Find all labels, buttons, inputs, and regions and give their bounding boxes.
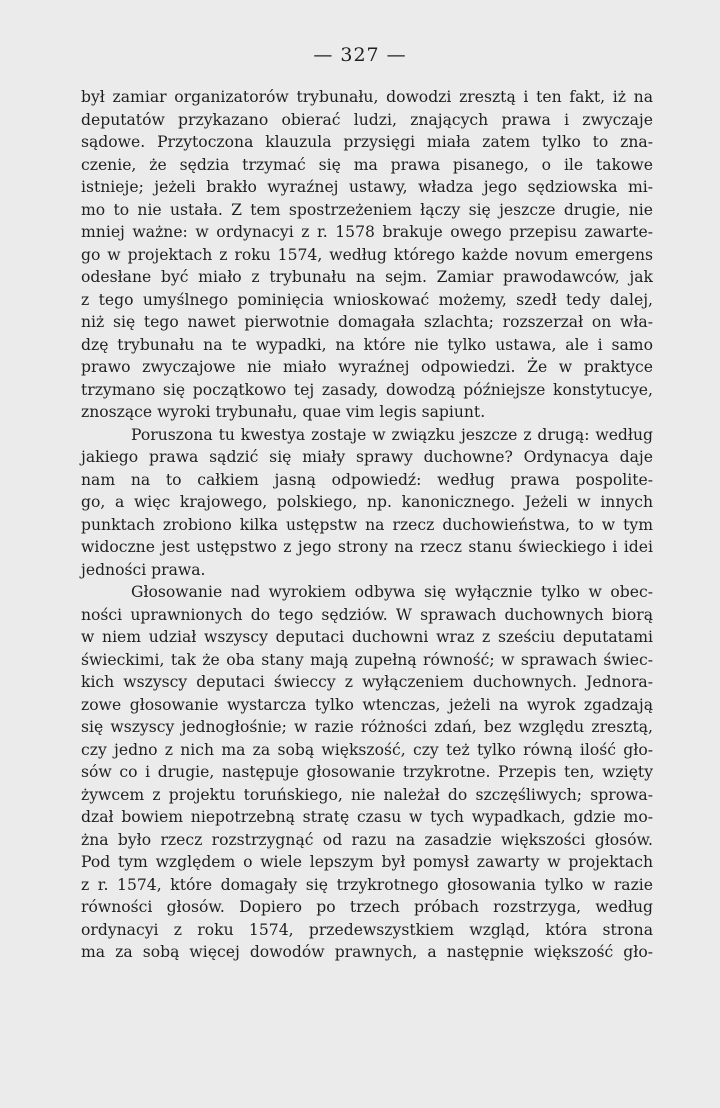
text-line: ma za sobą więcej dowodów prawnych, a następnie większość gło- xyxy=(81,943,653,961)
text-line: dzał bowiem niepotrzebną stratę czasu w tych wypadkach, gdzie mo- xyxy=(81,808,653,826)
text-line: czenie, że sędzia trzymać się ma prawa pisanego, o ile takowe xyxy=(81,155,653,174)
text-line: żywcem z projektu toruńskiego, nie należał do szczęśliwych; sprowa- xyxy=(81,785,653,804)
text-line: ności uprawnionych do tego sędziów. W sprawach duchownych biorą xyxy=(81,605,653,624)
paragraph-2 xyxy=(81,424,653,582)
text-line: zowe głosowanie wystarcza tylko wtenczas, jeżeli na wyrok zgadzają xyxy=(81,695,653,714)
text-line: czy jedno z nich ma za sobą większość, czy też tylko równą ilość gło- xyxy=(81,740,653,759)
text-line: go w projektach z roku 1574, według którego każde novum emergens xyxy=(81,245,653,264)
text-line: był zamiar organizatorów trybunału, dowodzi zresztą i ten fakt, iż na xyxy=(81,88,653,106)
text-line: ordynacyi z roku 1574, przedewszystkiem wzgląd, która strona xyxy=(81,920,653,939)
text-line: równości głosów. Dopiero po trzech próbach rozstrzyga, według xyxy=(81,898,653,916)
text-line: odesłane być miało z trybunału na sejm. Zamiar prawodawców, jak xyxy=(81,268,653,286)
text-line: znoszące wyroki trybunału, quae vim legis sapiunt. xyxy=(81,403,486,421)
text-line: z tego umyślnego pominięcia wnioskować możemy, szedł tedy dalej, xyxy=(81,290,653,309)
text-line: jedności prawa. xyxy=(81,560,206,579)
paragraph-1 xyxy=(81,86,653,424)
text-line: deputatów przykazano obierać ludzi, znających prawa i zwyczaje xyxy=(81,110,653,129)
text-line: Głosowanie nad wyrokiem odbywa się wyłącznie tylko w obec- xyxy=(131,583,653,601)
text-line: prawo zwyczajowe nie miało wyraźnej odpowiedzi. Że w praktyce xyxy=(81,358,653,376)
text-line: Poruszona tu kwestya zostaje w związku jeszcze z drugą: według xyxy=(131,425,653,444)
text-line: mo to nie ustała. Z tem spostrzeżeniem łączy się jeszcze drugie, nie xyxy=(81,200,653,219)
text-line: kich wszyscy deputaci świeccy z wyłączeniem duchownych. Jednora- xyxy=(81,673,653,691)
body-text xyxy=(81,86,653,964)
text-line: istnieje; jeżeli brakło wyraźnej ustawy, władza jego sędziowska mi- xyxy=(81,178,653,196)
text-line: go, a więc krajowego, polskiego, np. kanonicznego. Jeżeli w innych xyxy=(81,493,653,511)
text-line: dzę trybunału na te wypadki, na które nie tylko ustawa, ale i samo xyxy=(81,335,653,354)
text-line: punktach zrobiono kilka ustępstw na rzecz duchowieństwa, to w tym xyxy=(81,515,653,534)
text-line: nam na to całkiem jasną odpowiedź: według prawa pospolite- xyxy=(81,470,653,489)
text-line: się wszyscy jednogłośnie; w razie różności zdań, bez względu zresztą, xyxy=(81,718,653,736)
text-line: z r. 1574, które domagały się trzykrotnego głosowania tylko w razie xyxy=(81,875,653,894)
text-line: świeckimi, tak że oba stany mają zupełną równość; w sprawach świec- xyxy=(81,650,653,669)
text-line: mniej ważne: w ordynacyi z r. 1578 brakuje owego przepisu zawarte- xyxy=(81,223,653,241)
text-line: sądowe. Przytoczona klauzula przysięgi miała zatem tylko to zna- xyxy=(81,133,653,151)
text-line: w niem udział wszyscy deputaci duchowni wraz z sześciu deputatami xyxy=(81,628,653,646)
text-line: sów co i drugie, następuje głosowanie trzykrotne. Przepis ten, wzięty xyxy=(81,763,653,781)
text-line: trzymano się początkowo tej zasady, dowodzą późniejsze konstytucye, xyxy=(81,380,653,399)
paragraph-3 xyxy=(81,581,653,964)
text-line: niż się tego nawet pierwotnie domagała szlachta; rozszerzał on wła- xyxy=(81,313,653,331)
text-line: jakiego prawa sądzić się miały sprawy duchowne? Ordynacya daje xyxy=(81,448,653,466)
page-number: — 327 — xyxy=(313,44,407,66)
text-line: widoczne jest ustępstwo z jego strony na rzecz stanu świeckiego i idei xyxy=(81,538,653,556)
text-line: żna było rzecz rozstrzygnąć od razu na zasadzie większości głosów. xyxy=(81,830,653,849)
text-line: Pod tym względem o wiele lepszym był pomysł zawarty w projektach xyxy=(81,853,653,871)
